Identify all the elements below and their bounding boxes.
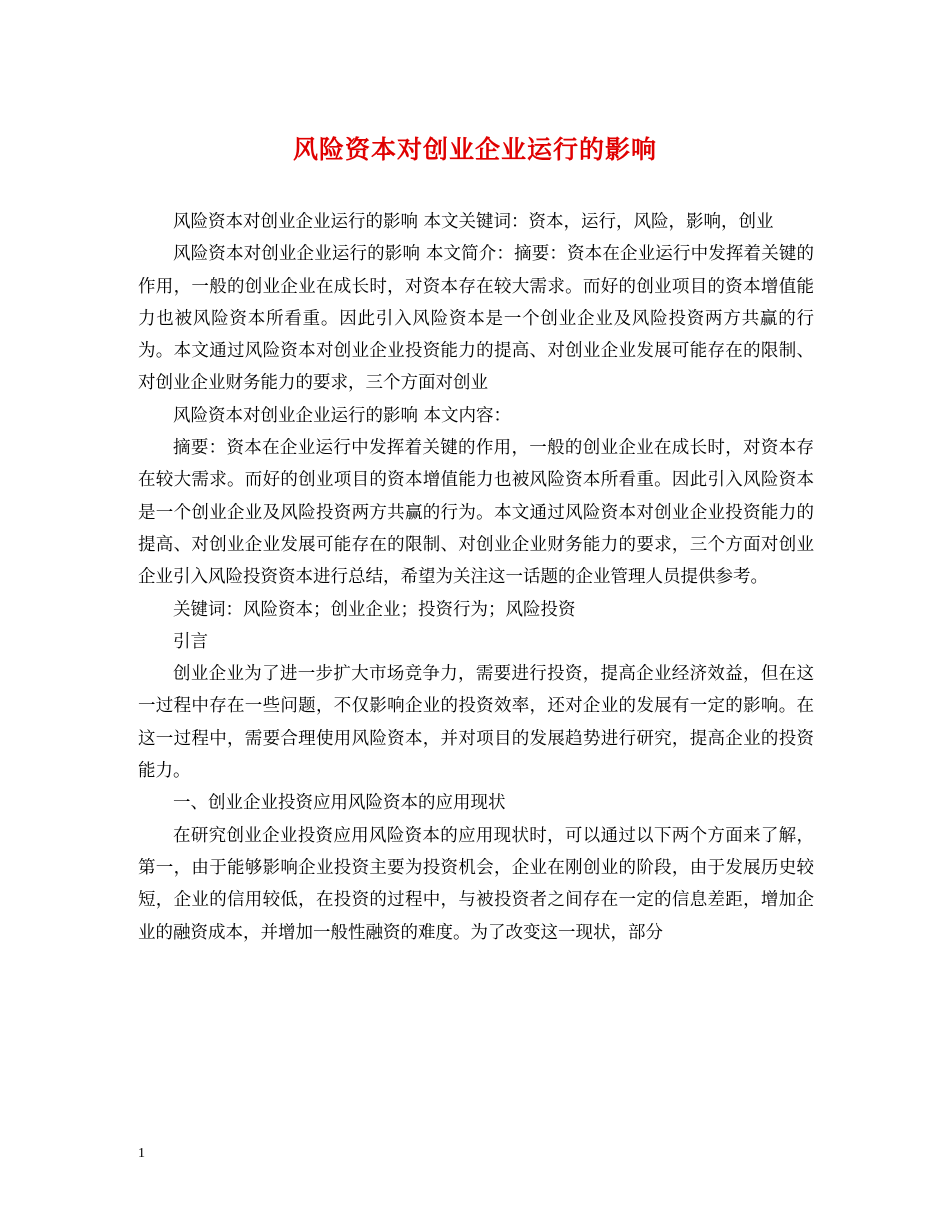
paragraph-introduction: 创业企业为了进一步扩大市场竞争力，需要进行投资，提高企业经济效益，但在这一过程中存在一些问题，不仅影响企业的投资效率，还对企业的发展有一定的影响。在这一过程中，需要合理使用风险资本，并对项目的发展趋势进行研究，提高企业的投资能力。 [138, 664, 814, 782]
paragraph-intro-summary: 风险资本对创业企业运行的影响 本文简介：摘要：资本在企业运行中发挥着关键的作用，一般的创业企业在成长时，对资本存在较大需求。而好的创业项目的资本增值能力也被风险资本所看重。因此引入风险资本是一个创业企业及风险投资两方共赢的行为。本文通过风险资本对创业企业投资能力的提高、对创业企业发展可能存在的限制、对创业企业财务能力的要求，三个方面对创业 [138, 244, 814, 394]
document-body [138, 206, 814, 949]
paragraph-abstract: 摘要：资本在企业运行中发挥着关键的作用，一般的创业企业在成长时，对资本存在较大需求。而好的创业项目的资本增值能力也被风险资本所看重。因此引入风险资本是一个创业企业及风险投资两方共赢的行为。本文通过风险资本对创业企业投资能力的提高、对创业企业发展可能存在的限制、对创业企业财务能力的要求，三个方面对创业企业引入风险投资资本进行总结，希望为关注这一话题的企业管理人员提供参考。 [138, 438, 814, 588]
paragraph-content-heading: 风险资本对创业企业运行的影响 本文内容： [173, 405, 512, 426]
paragraph-keywords-summary: 风险资本对创业企业运行的影响 本文关键词：资本，运行，风险，影响，创业 [173, 212, 774, 232]
page-number: 1 [138, 1146, 145, 1161]
document-title: 风险资本对创业企业运行的影响 [292, 135, 657, 164]
section-heading-introduction: 引言 [173, 631, 208, 652]
section-heading-one: 一、创业企业投资应用风险资本的应用现状 [173, 793, 506, 814]
paragraph-keywords: 关键词：风险资本；创业企业；投资行为；风险投资 [173, 599, 576, 620]
paragraph-section-one: 在研究创业企业投资应用风险资本的应用现状时，可以通过以下两个方面来了解，第一，由于能够影响企业投资主要为投资机会，企业在刚创业的阶段，由于发展历史较短，企业的信用较低，在投资的过程中，与被投资者之间存在一定的信息差距，增加企业的融资成本，并增加一般性融资的难度。为了改变这一现状，部分 [138, 825, 814, 943]
